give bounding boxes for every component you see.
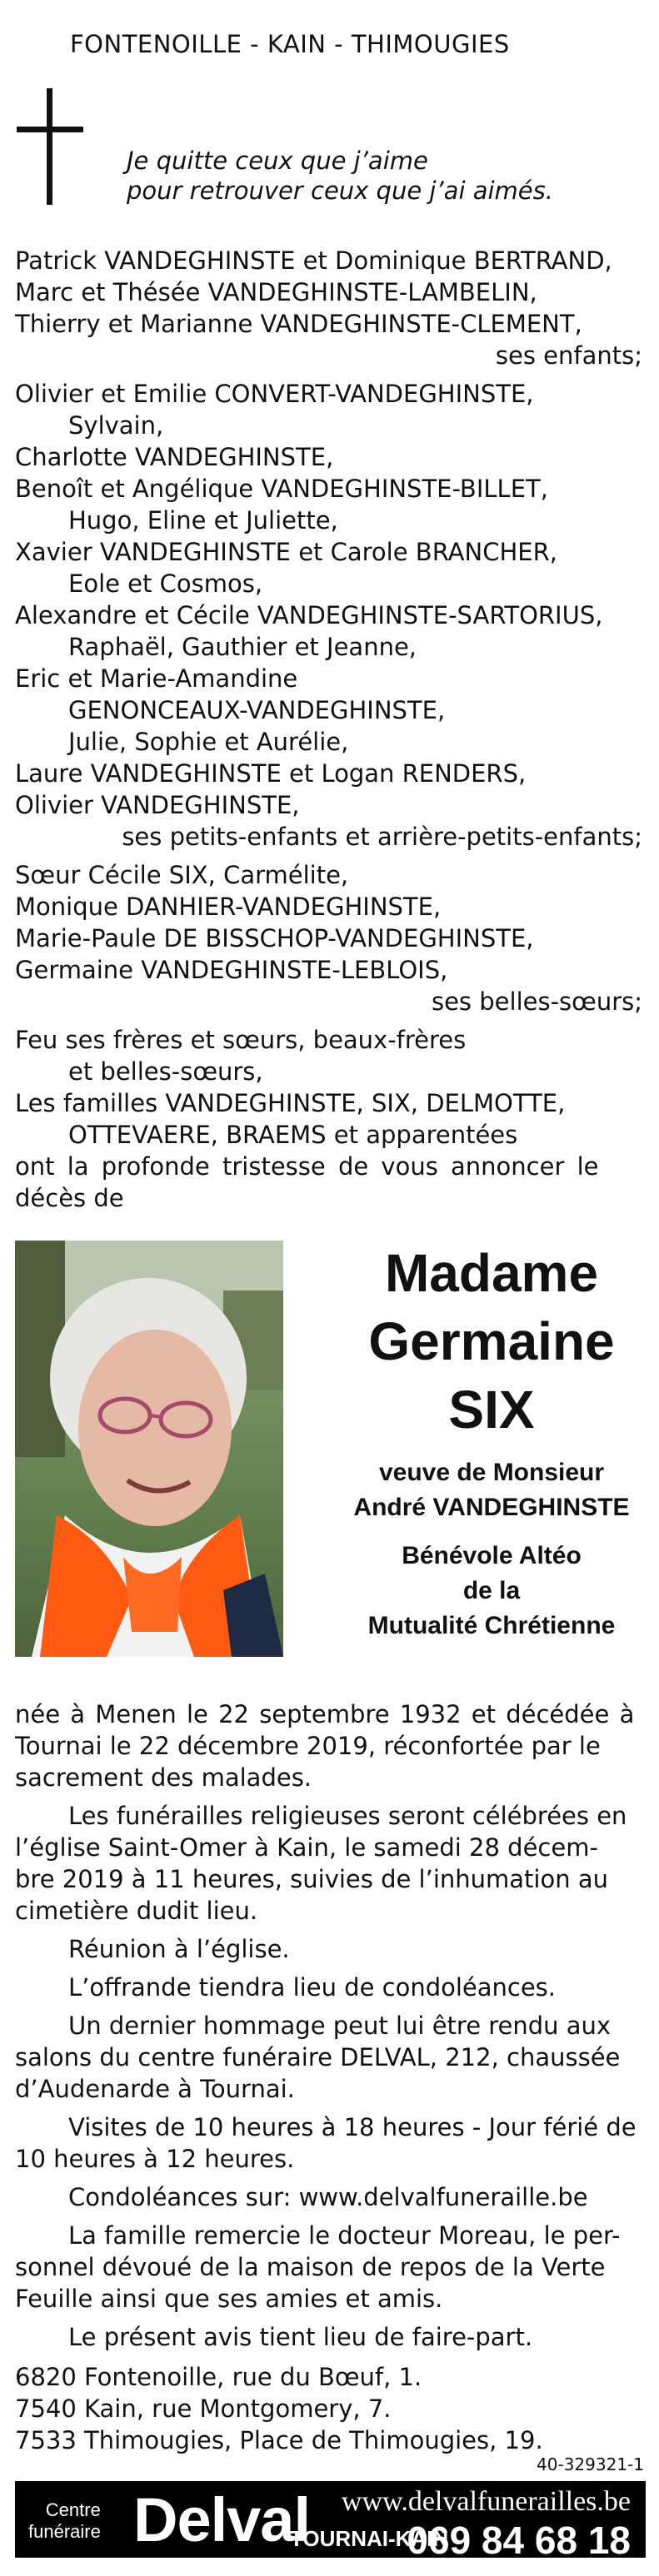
body-line: cimetière dudit lieu. (15, 1897, 258, 1925)
deceased-title: Madame (384, 1243, 599, 1303)
family-line: Charlotte VANDEGHINSTE, (15, 443, 334, 471)
family-line: Laure VANDEGHINSTE et Logan RENDERS, (15, 759, 527, 788)
body-line: L’offrande tiendra lieu de condoléances. (68, 1973, 557, 2002)
address-line: 7540 Kain, rue Montgomery, 7. (15, 2394, 392, 2423)
deceased-first-name: Germaine (368, 1311, 615, 1371)
deceased-detail: veuve de Monsieur (378, 1459, 605, 1486)
family-line: Germaine VANDEGHINSTE-LEBLOIS, (15, 956, 448, 984)
body-line: salons du centre funéraire DELVAL, 212, chaussée (15, 2043, 621, 2071)
announcement-line: décès de (15, 1184, 124, 1212)
family-line: Eole et Cosmos, (68, 569, 263, 598)
body-line: 10 heures à 12 heures. (15, 2145, 295, 2173)
family-line: Benoît et Angélique VANDEGHINSTE-BILLET, (15, 475, 548, 503)
portrait-illustration (15, 1241, 283, 1657)
portrait-photo (15, 1241, 283, 1657)
family-role: ses enfants; (495, 341, 642, 370)
funeral-home-banner (15, 2481, 646, 2562)
deceased-detail: de la (462, 1577, 521, 1604)
phone-number[interactable]: 069 84 68 18 (407, 2519, 631, 2562)
centre-funeraire-label: Centre funéraire (28, 2499, 101, 2542)
family-line: Feu ses frères et sœurs, beaux-frères (15, 1026, 467, 1054)
family-line: Hugo, Eline et Juliette, (68, 506, 338, 535)
family-line: Olivier et Emilie CONVERT-VANDEGHINSTE, (15, 380, 534, 408)
family-line: et belles-sœurs, (68, 1057, 263, 1086)
cross-icon (47, 88, 52, 205)
family-line: Alexandre et Cécile VANDEGHINSTE-SARTORIUS, (15, 601, 603, 629)
header-locations: FONTENOILLE - KAIN - THIMOUGIES (70, 30, 510, 58)
body-line: Le présent avis tient lieu de faire-part. (68, 2323, 533, 2351)
family-line: Olivier VANDEGHINSTE, (15, 791, 300, 819)
body-line: l’église Saint-Omer à Kain, le samedi 28 décem- (15, 1833, 598, 1862)
family-line: Julie, Sophie et Aurélie, (68, 728, 349, 756)
body-line: sonnel dévoué de la maison de repos de la Verte (15, 2253, 606, 2281)
body-line: Tournai le 22 décembre 2019, réconfortée par le (15, 1732, 601, 1760)
body-line: Feuille ainsi que ses amies et amis. (15, 2285, 443, 2313)
family-line: Raphaël, Gauthier et Jeanne, (68, 633, 417, 661)
family-line: GENONCEAUX-VANDEGHINSTE, (68, 696, 446, 724)
quote-line-1: Je quitte ceux que j’aime (127, 147, 428, 175)
cross-icon-bar (17, 127, 83, 132)
deceased-last-name: SIX (448, 1380, 535, 1440)
address-line: 7533 Thimougies, Place de Thimougies, 19. (15, 2426, 543, 2454)
family-line: Marc et Thésée VANDEGHINSTE-LAMBELIN, (15, 278, 537, 306)
body-line: La famille remercie le docteur Moreau, le per- (68, 2221, 621, 2250)
family-line: Sylvain, (68, 411, 164, 440)
announcement-line: ont la profonde tristesse de vous annoncer le (15, 1152, 599, 1181)
body-line: Les funérailles religieuses seront célébrées en (68, 1802, 627, 1830)
website-link[interactable]: www.delvalfunerailles.be (341, 2486, 631, 2517)
quote-line-2: pour retrouver ceux que j’ai aimés. (127, 177, 553, 205)
body-line: sacrement des malades. (15, 1763, 312, 1792)
city-label: TOURNAI-KAIN (290, 2526, 449, 2551)
family-role: ses petits-enfants et arrière-petits-enfants; (122, 823, 642, 851)
family-line: Thierry et Marianne VANDEGHINSTE-CLEMENT, (15, 310, 582, 338)
family-line: Xavier VANDEGHINSTE et Carole BRANCHER, (15, 538, 557, 566)
deceased-detail: Mutualité Chrétienne (367, 1612, 616, 1639)
family-line: Les familles VANDEGHINSTE, SIX, DELMOTTE, (15, 1089, 566, 1117)
address-line: 6820 Fontenoille, rue du Bœuf, 1. (15, 2363, 422, 2391)
family-line: Monique DANHIER-VANDEGHINSTE, (15, 893, 442, 921)
body-line: Réunion à l’église. (68, 1935, 290, 1963)
family-line: Eric et Marie-Amandine (15, 664, 298, 693)
reference-number: 40-329321-1 (537, 2454, 644, 2474)
family-line: OTTEVAERE, BRAEMS et apparentées (68, 1121, 518, 1149)
family-line: Marie-Paule DE BISSCHOP-VANDEGHINSTE, (15, 924, 534, 952)
body-line: Un dernier hommage peut lui être rendu aux (68, 2012, 612, 2040)
brand-logo: Delval (133, 2485, 311, 2554)
body-line: bre 2019 à 11 heures, suivies de l’inhumation au (15, 1865, 608, 1893)
body-line: d’Audenarde à Tournai. (15, 2075, 295, 2103)
family-line: Sœur Cécile SIX, Carmélite, (15, 861, 349, 889)
body-line: née à Menen le 22 septembre 1932 et décédée à (15, 1700, 635, 1728)
deceased-detail: Bénévole Altéo (402, 1542, 582, 1569)
condolences-link: Condoléances sur: www.delvalfuneraille.be (68, 2183, 588, 2211)
family-role: ses belles-sœurs; (431, 987, 642, 1016)
body-line: Visites de 10 heures à 18 heures - Jour férié de (68, 2113, 637, 2141)
family-line: Patrick VANDEGHINSTE et Dominique BERTRAND, (15, 246, 612, 275)
deceased-detail: André VANDEGHINSTE (353, 1494, 630, 1521)
